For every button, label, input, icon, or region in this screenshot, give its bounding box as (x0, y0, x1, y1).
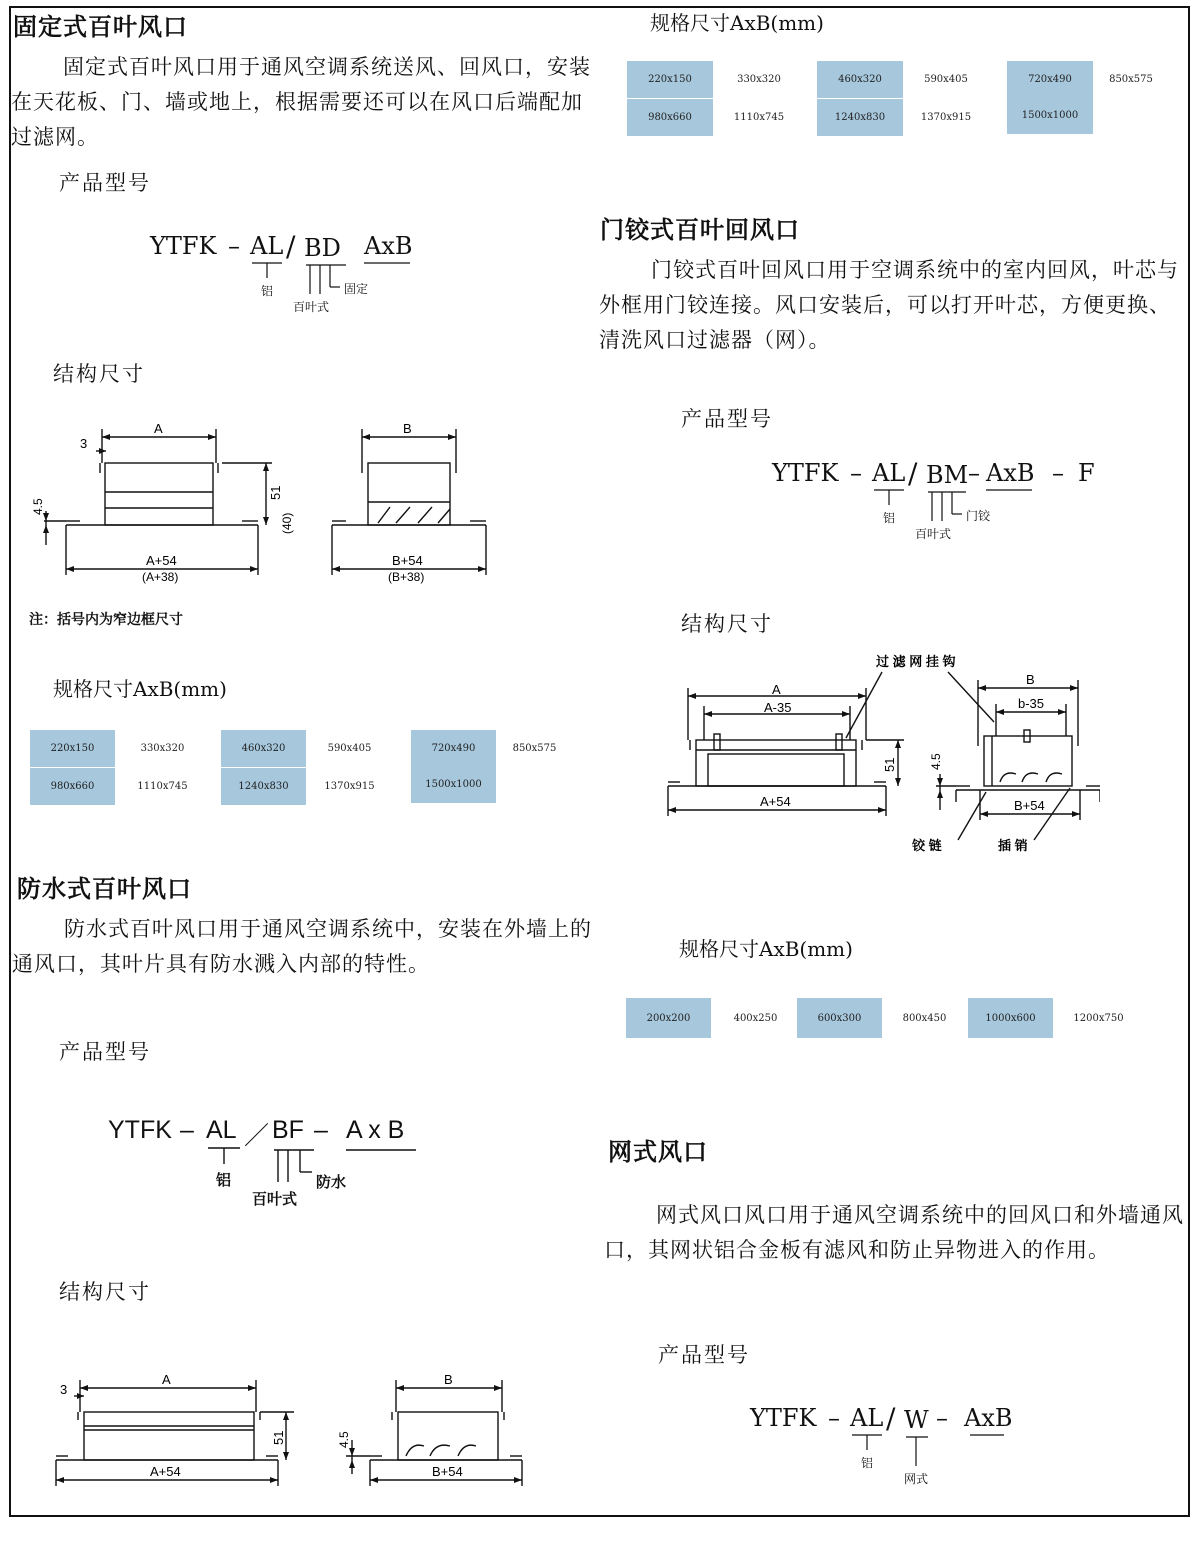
top-spec-label: 规格尺寸AxB(mm) (650, 11, 824, 35)
hinged-structure-label: 结构尺寸 (681, 612, 773, 636)
spec-cell: 330x320 (737, 74, 781, 85)
fixed-note: 注：括号内为窄边框尺寸 (29, 612, 183, 628)
mesh-title: 网式风口 (608, 1138, 708, 1166)
spec-cell: 220x150 (30, 730, 115, 767)
spec-cell: 720x490 (1007, 61, 1093, 98)
spec-cell: 460x320 (221, 730, 306, 767)
waterproof-model-code: YTFK – AL ／ BF – A x B 铝 百叶式 防水 (108, 1116, 405, 1208)
fixed-dim-45: 4.5 (31, 498, 45, 515)
hinged-dim-a54: A+54 (760, 794, 791, 809)
spec-cell: 1370x915 (324, 781, 375, 792)
spec-cell: 1110x745 (137, 781, 188, 792)
fixed-dim-a54: A+54 (146, 553, 177, 568)
spec-cell: 1110x745 (733, 112, 785, 123)
hinged-structure-diagram (660, 650, 1100, 865)
hinged-spec-label: 规格尺寸AxB(mm) (679, 937, 853, 961)
hinged-model-label: 产品型号 (681, 407, 773, 431)
waterproof-model-label: 产品型号 (59, 1040, 151, 1064)
hinged-filter-hook-label: 过 滤 网 挂 钩 (876, 654, 956, 669)
spec-cell: 980x660 (627, 99, 713, 136)
fixed-model-code: YTFK – AL / BD AxB 铝 百叶式 固定 (150, 230, 413, 314)
spec-cell: 850x575 (512, 743, 557, 754)
spec-cell: 980x660 (30, 768, 115, 805)
fixed-dim-b38: (B+38) (388, 570, 425, 584)
hinged-dim-b54: B+54 (1014, 798, 1045, 813)
fixed-model-label: 产品型号 (59, 171, 151, 195)
hinged-pin-label: 插 销 (998, 838, 1028, 853)
spec-cell: 1000x600 (968, 998, 1053, 1038)
fixed-structure-diagram (30, 415, 500, 595)
spec-cell: 460x320 (817, 61, 903, 98)
hinged-dim-b: B (1026, 672, 1035, 687)
hinged-model-code: YTFK – AL / BM – AxB – F 铝 百叶式 门铰 (772, 457, 1095, 541)
fixed-structure-label: 结构尺寸 (53, 362, 145, 386)
waterproof-dim-b: B (444, 1372, 453, 1387)
mesh-description: 网式风口风口用于通风空调系统中的回风口和外墙通风口，其网状铝合金板有滤风和防止异物进入的作用。 (604, 1203, 1184, 1262)
spec-cell: 850x575 (1109, 74, 1153, 85)
fixed-dim-b54: B+54 (392, 553, 423, 568)
fixed-dim-a38: (A+38) (142, 570, 179, 584)
fixed-description: 固定式百叶风口用于通风空调系统送风、回风口，安装在天花板、门、墙或地上，根据需要还可以在风口后端配加过滤网。 (11, 55, 591, 149)
hinged-dim-b35: b-35 (1018, 696, 1045, 711)
spec-cell: 590x405 (924, 74, 968, 85)
fixed-dim-b: B (403, 421, 412, 436)
waterproof-description: 防水式百叶风口用于通风空调系统中，安装在外墙上的通风口，其叶片具有防水溅入内部的特性。 (12, 917, 592, 976)
fixed-dim-51: 51 (268, 485, 283, 500)
spec-cell: 1200x750 (1073, 1012, 1124, 1024)
spec-cell: 1500x1000 (1007, 97, 1093, 134)
spec-cell: 1240x830 (817, 99, 903, 136)
spec-cell: 200x200 (626, 998, 711, 1038)
spec-cell: 1370x915 (920, 112, 972, 123)
mesh-model-code: YTFK – AL / W – AxB 铝 网式 (750, 1402, 1013, 1486)
spec-cell: 400x250 (733, 1012, 778, 1024)
fixed-dim-3: 3 (80, 436, 88, 451)
spec-cell: 1240x830 (221, 768, 306, 805)
fixed-title: 固定式百叶风口 (13, 13, 188, 41)
fixed-dim-40: (40) (280, 512, 294, 534)
spec-cell: 590x405 (327, 743, 372, 754)
waterproof-dim-51: 51 (271, 1430, 286, 1445)
hinged-dim-45: 4.5 (929, 753, 943, 770)
waterproof-dim-a54: A+54 (150, 1464, 181, 1479)
waterproof-dim-b54: B+54 (432, 1464, 463, 1479)
waterproof-dim-45: 4.5 (337, 1431, 351, 1448)
spec-cell: 600x300 (797, 998, 882, 1038)
hinged-dim-51: 51 (882, 757, 897, 772)
fixed-spec-label: 规格尺寸AxB(mm) (53, 677, 227, 701)
spec-cell: 720x490 (411, 730, 496, 767)
mesh-model-label: 产品型号 (658, 1343, 750, 1367)
spec-cell: 220x150 (627, 61, 713, 98)
waterproof-structure-diagram (40, 1370, 540, 1495)
waterproof-dim-a: A (162, 1372, 171, 1387)
spec-cell: 1500x1000 (411, 766, 496, 803)
spec-cell: 800x450 (902, 1012, 947, 1024)
hinged-dim-a35: A-35 (764, 700, 792, 715)
hinged-hinge-label: 铰 链 (912, 838, 942, 853)
waterproof-title: 防水式百叶风口 (17, 875, 192, 903)
hinged-title: 门铰式百叶回风口 (600, 216, 800, 244)
hinged-dim-a: A (772, 682, 781, 697)
waterproof-dim-3: 3 (60, 1382, 68, 1397)
fixed-dim-a: A (154, 421, 163, 436)
spec-cell: 330x320 (140, 743, 185, 754)
waterproof-structure-label: 结构尺寸 (59, 1280, 151, 1304)
hinged-description: 门铰式百叶回风口用于空调系统中的室内回风，叶芯与外框用门铰连接。风口安装后，可以打开叶芯，方便更换、清洗风口过滤器（网）。 (599, 258, 1179, 352)
